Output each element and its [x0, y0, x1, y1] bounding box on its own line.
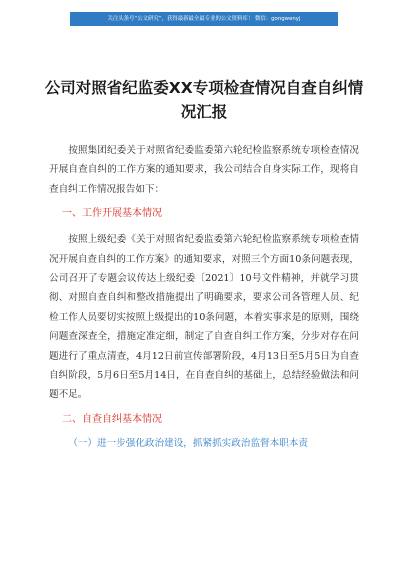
intro-paragraph: 按照集团纪委关于对照省纪委监委第六轮纪检监察系统专项检查情况开展自查自纠的工作方案的通知要求，我公司结合自身实际工作，现将自查自纠工作情况报告如下：: [49, 145, 359, 195]
document-body: [49, 141, 359, 452]
section-2-heading: 二、自查自纠基本情况: [62, 413, 162, 425]
document-title: 公司对照省纪监委XX专项检查情况自查自纠情况汇报: [44, 79, 364, 121]
section-1-paragraph: 按照上级纪委《关于对照省纪委监委第六轮纪检监察系统专项检查情况开展自查自纠的工作方案》的通知要求，对照三个方面10条问题表现，公司召开了专题会议传达上级纪委〔2021〕10号文件精神，并就学习贯彻、对照自查自纠和整改措施提出了明确要求，要求公司各管理人员、纪检工作人员要切实按照上级提出的10条问题，本着实事求是的原则，围绕问题查深查全，措施定准定细，制定了自查自纠工作方案，分步对存在问题进行了重点清查，4月12日前宣传部署阶段，4月13日至5月5日为自查自纠阶段，5月6日至5月14日，在自查自纠的基础上，总结经验做法和问题不足。: [49, 234, 359, 401]
section-1-heading: 一、工作开展基本情况: [62, 208, 162, 220]
subsection-1-heading: （一）进一步强化政治建设，抓紧抓实政治监督本职本责: [68, 437, 309, 449]
promo-banner: 关注头条号“公文研究”，获得最新最全最专业的公文资料库！ 微信：gongwenyj: [70, 12, 338, 26]
